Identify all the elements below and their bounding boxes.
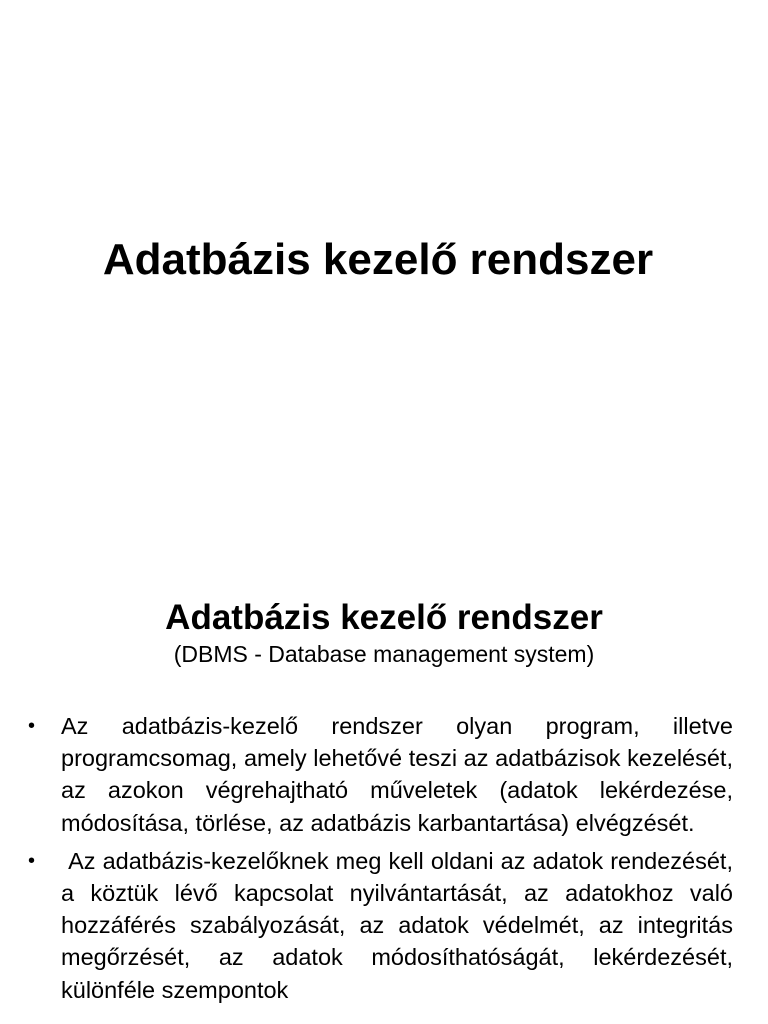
slide1-title: Adatbázis kezelő rendszer (102, 235, 654, 284)
bullet-point-icon: • (28, 849, 36, 872)
bullet-item (28, 710, 733, 839)
bullet-list (28, 710, 733, 1012)
slide2-title: Adatbázis kezelő rendszer (165, 598, 603, 637)
slide2-subtitle: (DBMS - Database management system) (173, 641, 595, 667)
bullet-text: Az adatbázis-kezelőknek meg kell oldani az adatok rendezését, a köztük lévő kapcsolat nyilvántartását, az adatokhoz való hozzáférés szabályozását, az adatok védelmét, az integritás megőrzését, az adatok módosíthatóságát, lekérdezését, különféle szempontok (61, 847, 733, 1003)
bullet-item (28, 845, 733, 1006)
slide2-header (0, 596, 768, 668)
bullet-text: Az adatbázis-kezelő rendszer olyan program, illetve programcsomag, amely lehetővé teszi az adatbázisok kezelését, az azokon végrehajtható műveletek (adatok lekérdezése, módosítása, törlése, az adatbázis karbantartása) elvégzését. (61, 713, 733, 836)
bullet-point-icon: • (28, 715, 36, 737)
